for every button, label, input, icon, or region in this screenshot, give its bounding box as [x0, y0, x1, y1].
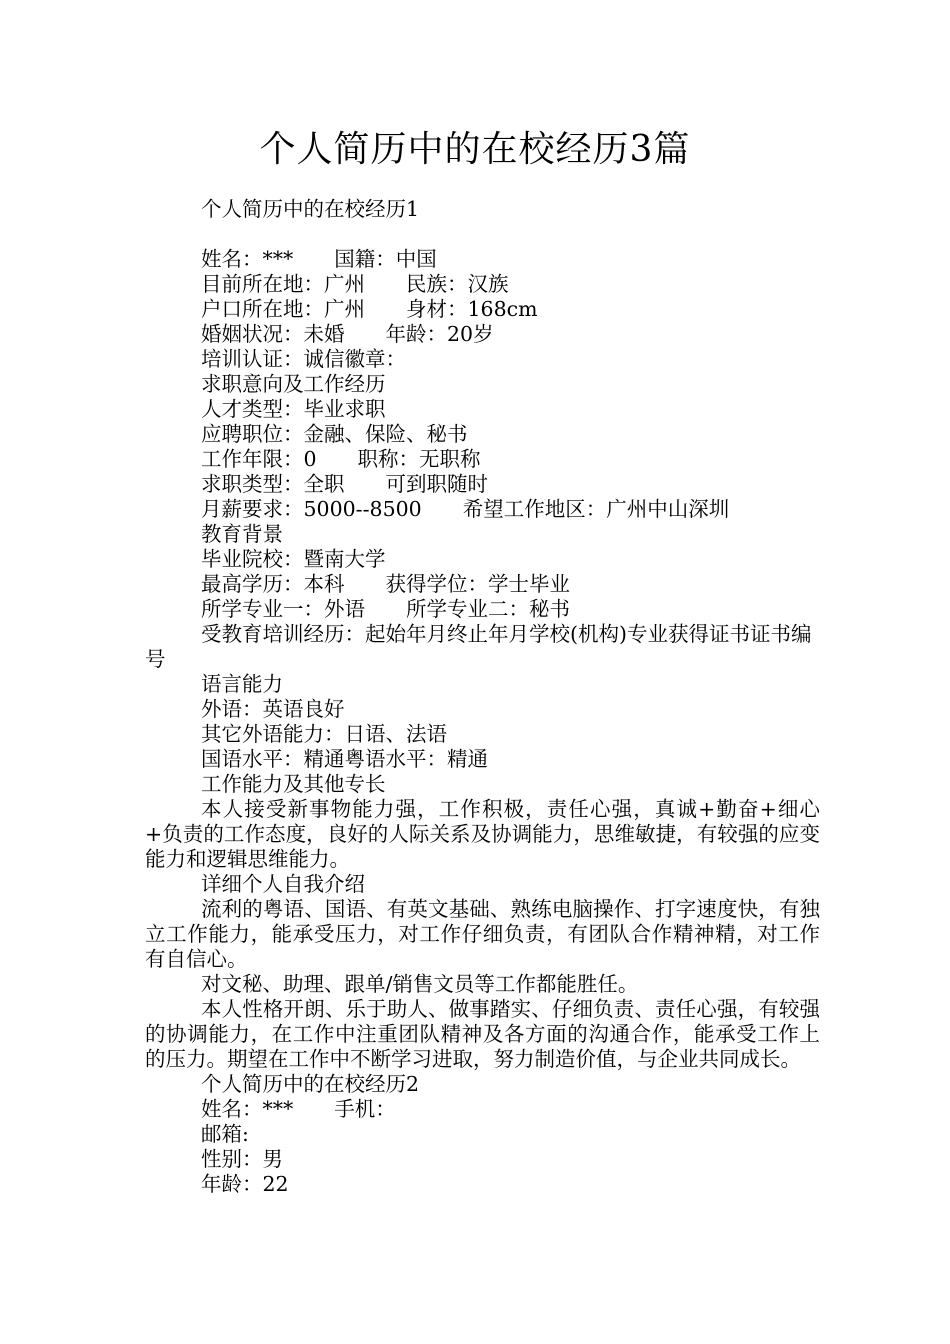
info-line-job-type: 求职类型：全职 可到职随时	[201, 472, 488, 496]
info-line-training: 受教育培训经历：起始年月终止年月学校(机构)专业获得证书证书编号	[145, 622, 812, 671]
info-line-other-languages: 其它外语能力：日语、法语	[201, 722, 447, 746]
info-line-mandarin-cantonese: 国语水平：精通粤语水平：精通	[201, 747, 488, 771]
info-line-majors: 所学专业一：外语 所学专业二：秘书	[201, 597, 570, 621]
document-body	[145, 197, 820, 1197]
info-line-email: 邮箱:	[201, 1122, 249, 1146]
info-line-marital-age: 婚姻状况：未婚 年龄：20岁	[201, 322, 494, 346]
info-line-position: 应聘职位：金融、保险、秘书	[201, 422, 468, 446]
info-line-school: 毕业院校：暨南大学	[201, 547, 386, 571]
paragraph-personality: 本人性格开朗、乐于助人、做事踏实、仔细负责、责任心强，有较强的协调能力，在工作中注重团队精神及各方面的沟通合作，能承受工作上的压力。期望在工作中不断学习进取，努力制造价值，与企业共同成长。	[145, 997, 820, 1071]
subheading-self-intro: 详细个人自我介绍	[201, 872, 365, 896]
info-line-age: 年龄：22	[201, 1172, 289, 1196]
section-heading-2: 个人简历中的在校经历2	[201, 1072, 420, 1096]
info-line-name-nationality: 姓名：*** 国籍：中国	[201, 247, 437, 271]
document-title: 个人简历中的在校经历3篇	[259, 129, 691, 170]
subheading-job-intent: 求职意向及工作经历	[201, 372, 386, 396]
paragraph-skills: 本人接受新事物能力强，工作积极，责任心强，真诚+勤奋+细心+负责的工作态度，良好的人际关系及协调能力，思维敏捷，有较强的应变能力和逻辑思维能力。	[145, 797, 820, 871]
info-line-salary: 月薪要求：5000--8500 希望工作地区：广州中山深圳	[201, 497, 730, 521]
info-line-hukou-height: 户口所在地：广州 身材：168cm	[201, 297, 538, 321]
info-line-gender: 性别：男	[201, 1147, 283, 1171]
info-line-work-years: 工作年限：0 职称：无职称	[201, 447, 481, 471]
info-line-foreign-language: 外语：英语良好	[201, 697, 345, 721]
subheading-education: 教育背景	[201, 522, 283, 546]
subheading-language: 语言能力	[201, 672, 283, 696]
info-line-location-ethnicity: 目前所在地：广州 民族：汉族	[201, 272, 509, 296]
subheading-skills: 工作能力及其他专长	[201, 772, 386, 796]
info-line-name-phone: 姓名：*** 手机：	[201, 1097, 396, 1121]
paragraph-competence: 对文秘、助理、跟单/销售文员等工作都能胜任。	[201, 972, 639, 996]
paragraph-self-intro: 流利的粤语、国语、有英文基础、熟练电脑操作、打字速度快，有独立工作能力，能承受压力，对工作仔细负责，有团队合作精神精，对工作有自信心。	[145, 897, 820, 971]
info-line-talent-type: 人才类型：毕业求职	[201, 397, 386, 421]
section-heading-1: 个人简历中的在校经历1	[201, 197, 420, 221]
info-line-certification: 培训认证：诚信徽章：	[201, 347, 406, 371]
info-line-degree: 最高学历：本科 获得学位：学士毕业	[201, 572, 570, 596]
